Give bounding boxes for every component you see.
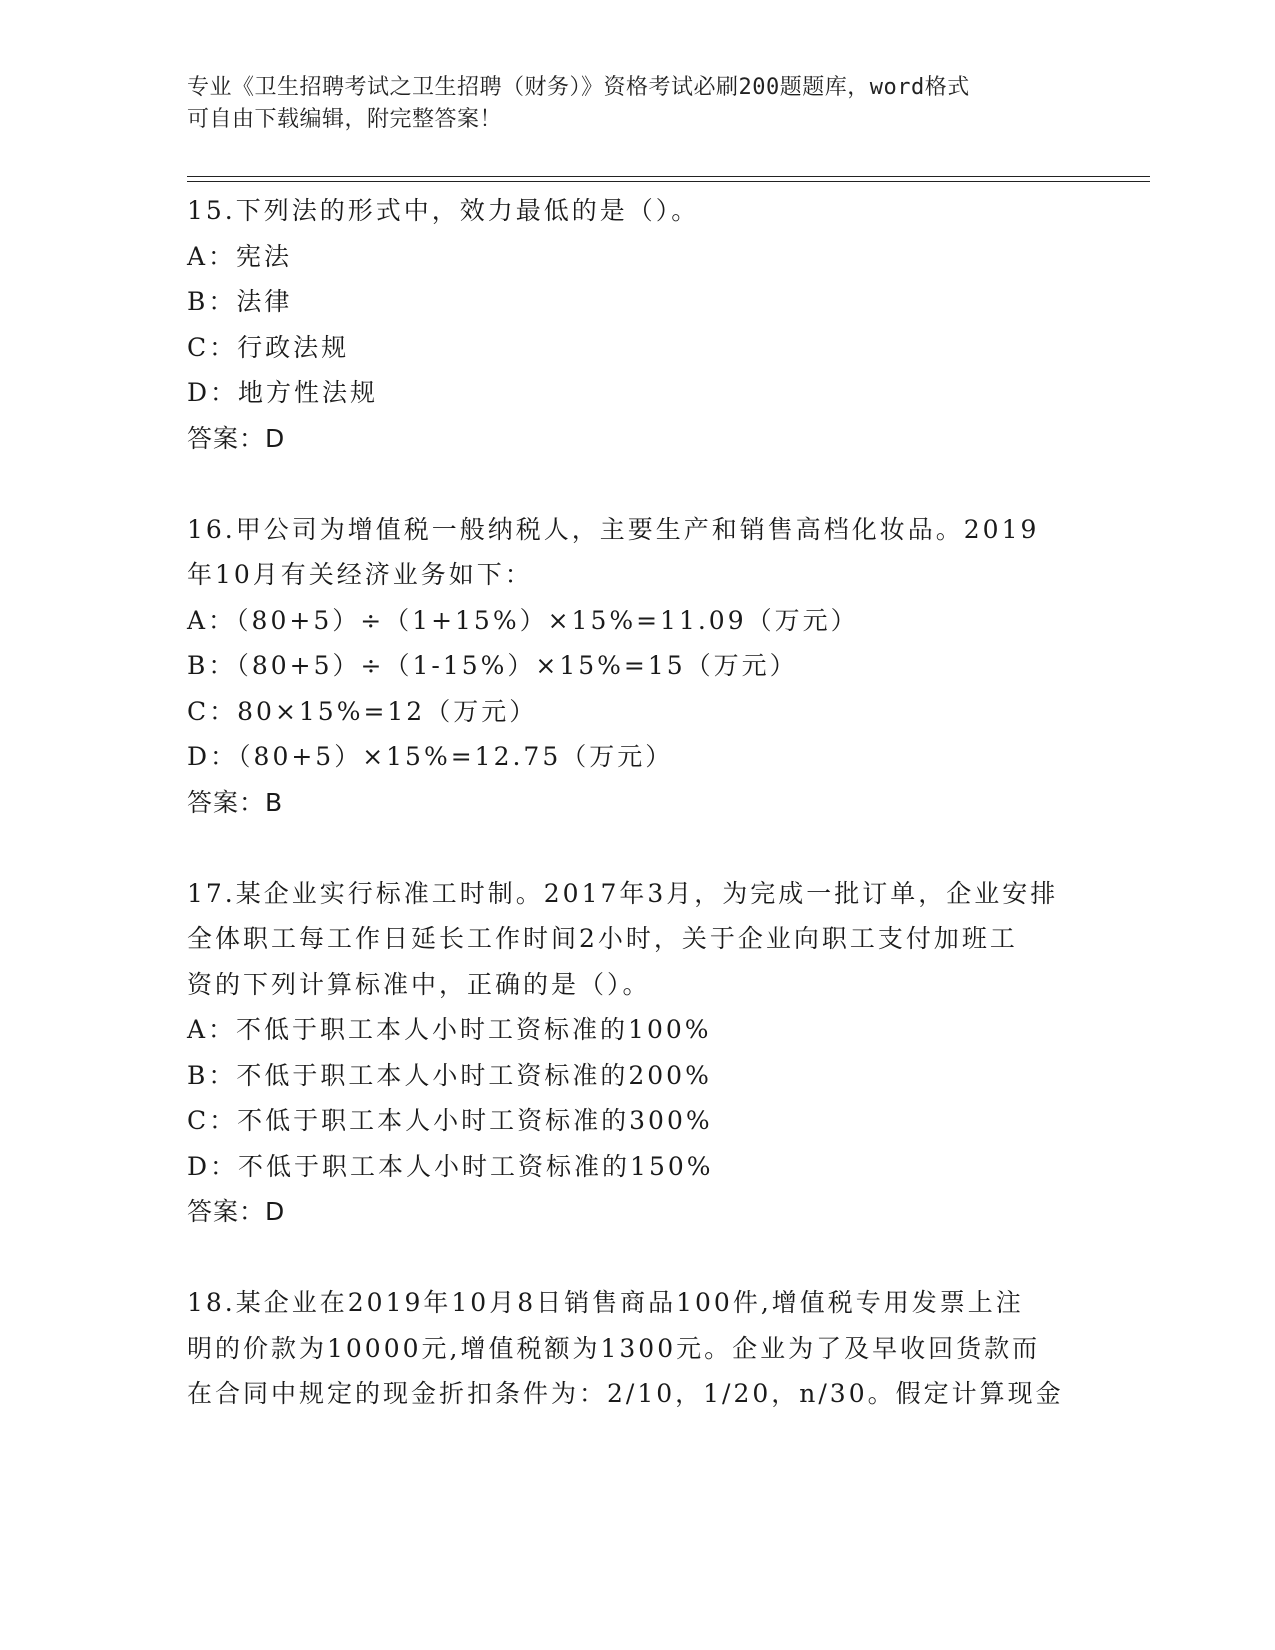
option-a: A：（80+5）÷（1+15%）×15%=11.09（万元） (187, 605, 859, 635)
question-stem: 在合同中规定的现金折扣条件为：2/10，1/20，n/30。假定计算现金 (187, 1379, 1064, 1408)
question-stem: 18.某企业在2019年10月8日销售商品100件,增值税专用发票上注 (187, 1288, 1024, 1317)
question-block (187, 188, 1087, 461)
spacer (187, 825, 1087, 871)
spacer (187, 1235, 1087, 1281)
question-stem: 全体职工每工作日延长工作时间2小时，关于企业向职工支付加班工 (187, 924, 1018, 953)
question-list (187, 188, 1087, 1417)
option-a: A：不低于职工本人小时工资标准的100% (187, 1015, 712, 1044)
question-block (187, 1280, 1087, 1417)
option-b: B：（80+5）÷（1-15%）×15%=15（万元） (187, 651, 798, 680)
header-line-1: 专业《卫生招聘考试之卫生招聘（财务）》资格考试必刷200题题库，word格式 (187, 75, 970, 100)
option-b: B：法律 (187, 287, 293, 316)
question-stem: 资的下列计算标准中，正确的是（）。 (187, 969, 651, 999)
question-stem: 明的价款为10000元,增值税额为1300元。企业为了及早收回货款而 (187, 1333, 1041, 1363)
spacer (187, 461, 1087, 507)
question-stem: 17.某企业实行标准工时制。2017年3月，为完成一批订单，企业安排 (187, 878, 1059, 908)
question-stem: 年10月有关经济业务如下： (187, 560, 533, 589)
option-b: B：不低于职工本人小时工资标准的200% (187, 1060, 712, 1090)
option-a: A：宪法 (187, 241, 293, 271)
question-block (187, 507, 1087, 826)
answer-label: 答案：D (187, 423, 286, 453)
option-d: D：（80+5）×15%=12.75（万元） (187, 742, 674, 771)
option-d: D：不低于职工本人小时工资标准的150% (187, 1151, 714, 1181)
answer-label: 答案：D (187, 1197, 286, 1226)
answer-label: 答案：B (187, 787, 284, 817)
option-c: C：80×15%=12（万元） (187, 696, 538, 726)
question-stem: 16.甲公司为增值税一般纳税人，主要生产和销售高档化妆品。2019 (187, 514, 1040, 544)
header-divider-top (187, 176, 1150, 177)
option-c: C：不低于职工本人小时工资标准的300% (187, 1106, 713, 1135)
option-d: D：地方性法规 (187, 378, 379, 407)
question-stem: 15.下列法的形式中，效力最低的是（）。 (187, 196, 700, 225)
document-header (187, 72, 1067, 136)
question-block (187, 871, 1087, 1235)
header-line-2: 可自由下载编辑，附完整答案！ (187, 107, 503, 132)
option-c: C：行政法规 (187, 332, 350, 362)
header-divider-bottom (187, 181, 1150, 182)
